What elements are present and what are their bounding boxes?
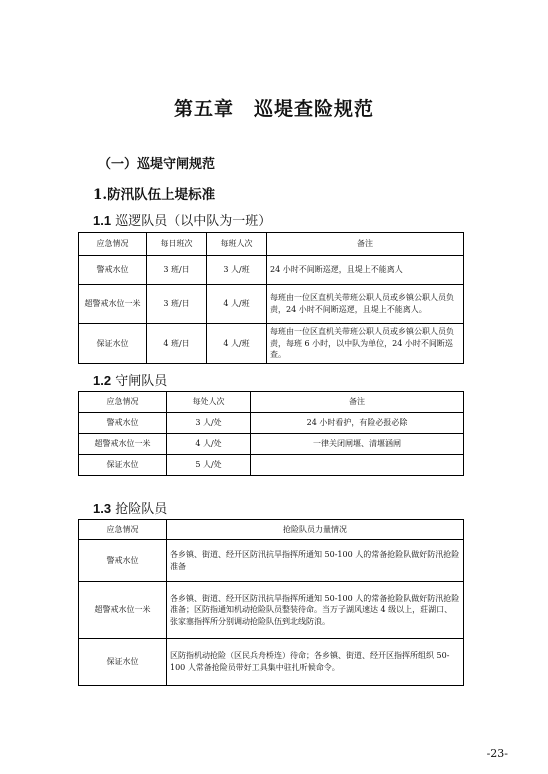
table-header-cell: 每班人次 bbox=[207, 233, 267, 256]
table-cell: 各乡镇、街道、经开区防汛抗旱指挥所通知 50-100 人的常备抢险队做好防汛抢险准备 bbox=[167, 540, 464, 582]
table-cell: 每班由一位区直机关带班公职人员或乡镇公职人员负责，每班 6 小时，以中队为单位，24 小时不间断巡查。 bbox=[267, 324, 464, 364]
table3-number: 1.3 bbox=[93, 501, 112, 516]
table-cell: 警戒水位 bbox=[79, 540, 167, 582]
table-cell: 24 小时不间断巡逻，且堤上不能离人 bbox=[267, 256, 464, 285]
section-title: （一）巡堤守闸规范 bbox=[98, 157, 216, 172]
page-number: -23- bbox=[486, 747, 508, 760]
table-cell: 5 人/处 bbox=[167, 455, 251, 476]
table-cell bbox=[251, 455, 464, 476]
table-cell: 警戒水位 bbox=[79, 413, 167, 434]
table-header-cell: 每处人次 bbox=[167, 392, 251, 413]
table-cell: 警戒水位 bbox=[79, 256, 147, 285]
table-header-row bbox=[79, 392, 464, 413]
table-cell: 保证水位 bbox=[79, 455, 167, 476]
subsection-title: 1.防汛队伍上堤标准 bbox=[93, 187, 216, 203]
table-header-cell: 应急情况 bbox=[79, 233, 147, 256]
table-row bbox=[79, 285, 464, 324]
table1-heading bbox=[93, 210, 271, 229]
table-row bbox=[79, 455, 464, 476]
table-cell: 3 班/日 bbox=[147, 256, 207, 285]
table-row bbox=[79, 582, 464, 639]
table-cell: 保证水位 bbox=[79, 639, 167, 686]
table-row bbox=[79, 540, 464, 582]
table-cell: 3 人/处 bbox=[167, 413, 251, 434]
table-cell: 4 人/班 bbox=[207, 324, 267, 364]
table1-title: 巡逻队员（以中队为一班） bbox=[115, 214, 272, 229]
table3-title: 抢险队员 bbox=[115, 502, 168, 517]
table-row bbox=[79, 324, 464, 364]
table-header-row bbox=[79, 520, 464, 540]
table-header-cell: 应急情况 bbox=[79, 520, 167, 540]
table-row bbox=[79, 413, 464, 434]
gate-keeper-table bbox=[78, 391, 464, 476]
table-cell: 一律关闭闸堰、清堰涵闸 bbox=[251, 434, 464, 455]
table-cell: 区防指机动抢险（区民兵舟桥连）待命；各乡镇、街道、经开区指挥所组织 50-100 人常备抢险员带好工具集中驻扎听候命令。 bbox=[167, 639, 464, 686]
table-cell: 4 班/日 bbox=[147, 324, 207, 364]
table2-number: 1.2 bbox=[93, 373, 112, 388]
table-row bbox=[79, 256, 464, 285]
rescue-team-table bbox=[78, 519, 464, 686]
table1-number: 1.1 bbox=[93, 213, 112, 228]
table-header-cell: 抢险队员力量情况 bbox=[167, 520, 464, 540]
table-cell: 每班由一位区直机关带班公职人员或乡镇公职人员负责，24 小时不间断巡逻，且堤上不能离人。 bbox=[267, 285, 464, 324]
table-cell: 3 班/日 bbox=[147, 285, 207, 324]
table-cell: 4 人/班 bbox=[207, 285, 267, 324]
table-cell: 超警戒水位一米 bbox=[79, 582, 167, 639]
table-header-cell: 应急情况 bbox=[79, 392, 167, 413]
table2-heading bbox=[93, 370, 167, 389]
table3-heading bbox=[93, 498, 167, 517]
patrol-staff-table bbox=[78, 232, 464, 364]
table-header-cell: 备注 bbox=[251, 392, 464, 413]
table-cell: 3 人/班 bbox=[207, 256, 267, 285]
table2-title: 守闸队员 bbox=[115, 374, 168, 389]
table-cell: 保证水位 bbox=[79, 324, 147, 364]
chapter-title: 第五章 巡堤查险规范 bbox=[173, 98, 374, 120]
table-cell: 4 人/处 bbox=[167, 434, 251, 455]
table-cell: 超警戒水位一米 bbox=[79, 434, 167, 455]
table-cell: 各乡镇、街道、经开区防汛抗旱指挥所通知 50-100 人的常备抢险队做好防汛抢险准备；区防指通知机动抢险队员整装待命。当万子湖风速达 4 级以上，莊湖口、张家塞指挥所分别调动抢险队伍到北线防浪。 bbox=[167, 582, 464, 639]
table-header-cell: 备注 bbox=[267, 233, 464, 256]
table-row bbox=[79, 639, 464, 686]
table-row bbox=[79, 434, 464, 455]
table-header-cell: 每日班次 bbox=[147, 233, 207, 256]
table-cell: 24 小时看护，有险必报必除 bbox=[251, 413, 464, 434]
table-header-row bbox=[79, 233, 464, 256]
table-cell: 超警戒水位一米 bbox=[79, 285, 147, 324]
